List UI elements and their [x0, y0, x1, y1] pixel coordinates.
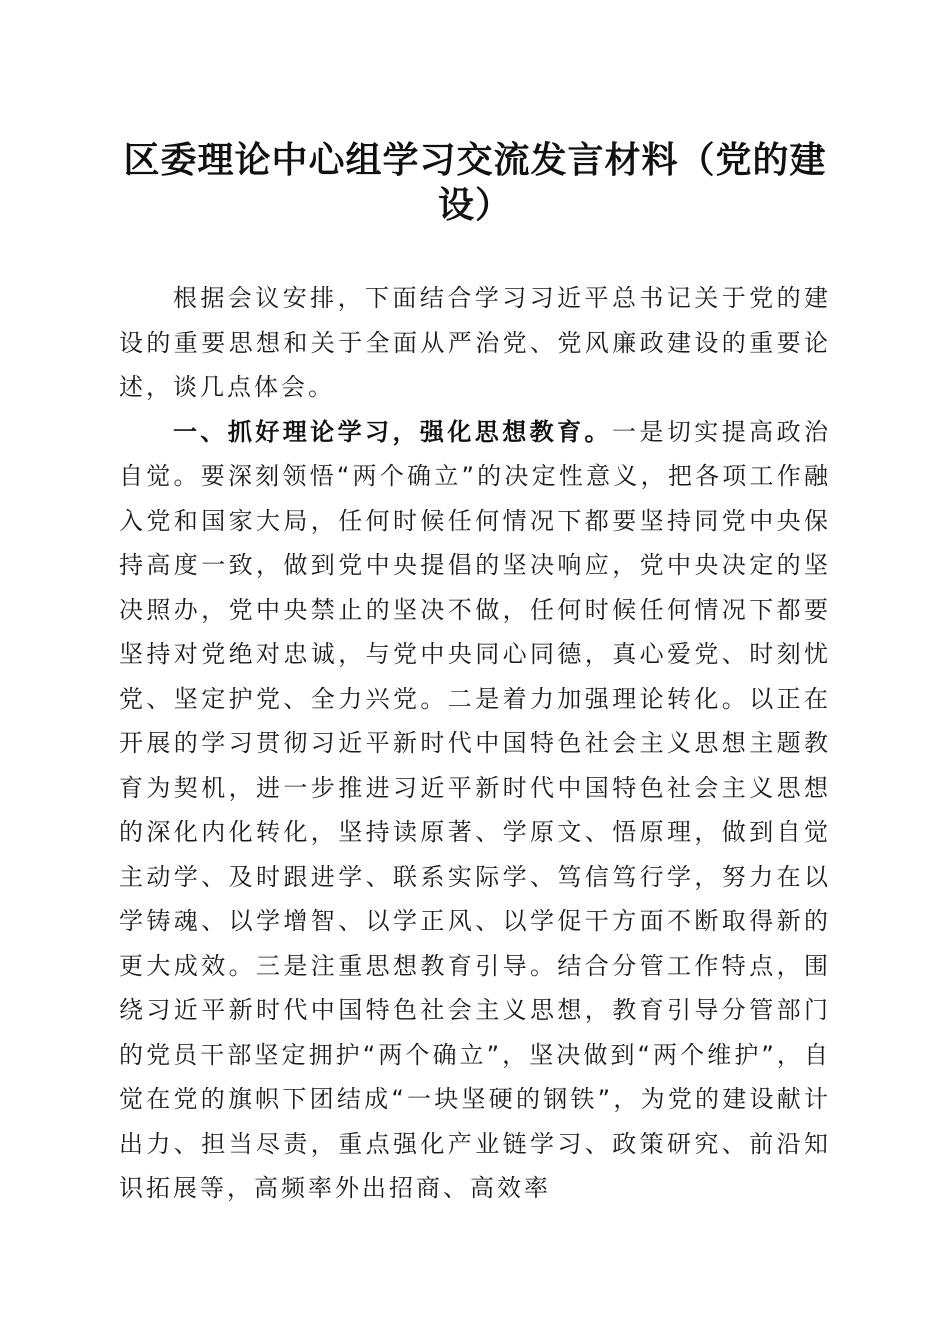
intro-paragraph-text: 根据会议安排，下面结合学习习近平总书记关于党的建设的重要思想和关于全面从严治党、党风廉政建设的重要论述，谈几点体会。 — [119, 284, 831, 401]
section-one-text: 一是切实提高政治自觉。要深刻领悟“两个确立”的决定性意义，把各项工作融入党和国家大局，任何时候任何情况下都要坚持同党中央保持高度一致，做到党中央提倡的坚决响应，党中央决定的坚决照办，党中央禁止的坚决不做，任何时候任何情况下都要坚持对党绝对忠诚，与党中央同心同德，真心爱党、时刻忧党、坚定护党、全力兴党。二是着力加强理论转化。以正在开展的学习贯彻习近平新时代中国特色社会主义思想主题教育为契机，进一步推进习近平新时代中国特色社会主义思想的深化内化转化，坚持读原著、学原文、悟原理，做到自觉主动学、及时跟进学、联系实际学、笃信笃行学，努力在以学铸魂、以学增智、以学正风、以学促干方面不断取得新的更大成效。三是注重思想教育引导。结合分管工作特点，围绕习近平新时代中国特色社会主义思想，教育引导分管部门的党员干部坚定拥护“两个确立”，坚决做到“两个维护”，自觉在党的旗帜下团结成“一块坚硬的钢铁”，为党的建设献计出力、担当尽责，重点强化产业链学习、政策研究、前沿知识拓展等，高频率外出招商、高效率 — [119, 417, 832, 1202]
section-one-heading: 一、抓好理论学习，强化思想教育。 — [173, 417, 612, 446]
document-title: 区委理论中心组学习交流发言材料（党的建设） — [123, 139, 827, 226]
intro-paragraph — [119, 276, 831, 410]
section-one-paragraph — [119, 410, 831, 1211]
document-body — [119, 276, 831, 1211]
